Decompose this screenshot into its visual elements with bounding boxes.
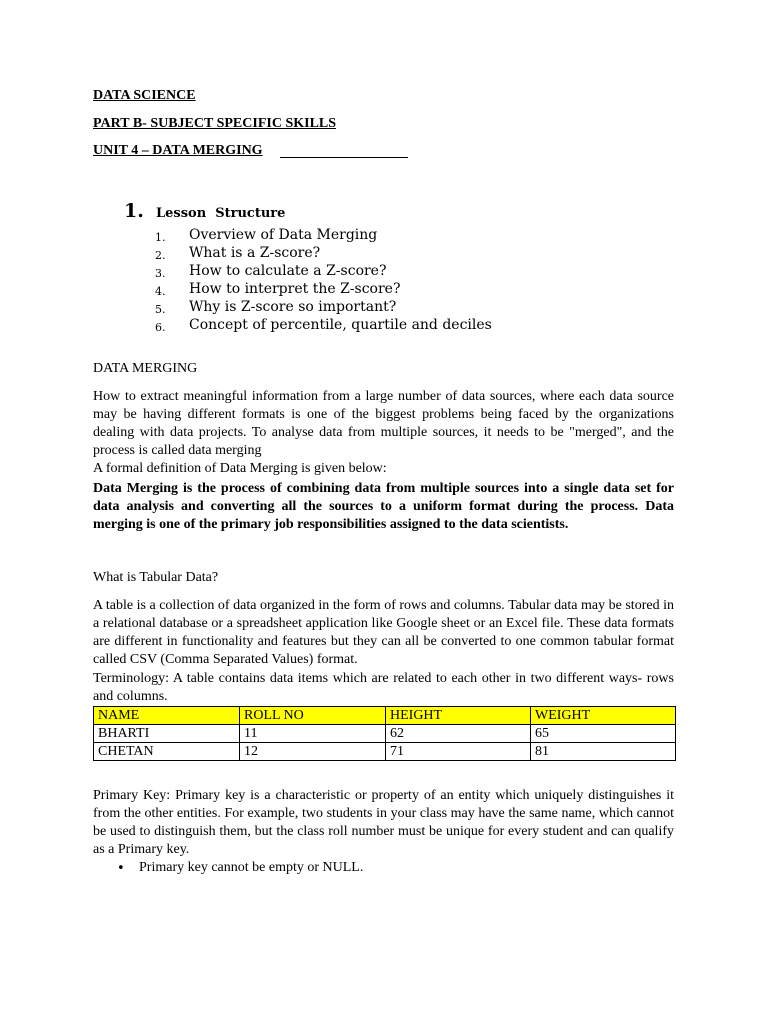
table-cell: BHARTI [94, 725, 240, 743]
formal-definition-intro: A formal definition of Data Merging is given below: [93, 461, 387, 476]
part-heading: PART B- SUBJECT SPECIFIC SKILLS [93, 116, 337, 131]
lesson-structure-title: Lesson Structure [156, 206, 286, 221]
lesson-item-number: 6. [155, 321, 166, 334]
primary-key-paragraph: Primary Key: Primary key is a characteristic or property of an entity which uniquely distinguishes it from the other entities. For example, two students in your class may have the same name, which cannot be used to distinguish them, but the class roll number must be unique for every student and can qualify as a Primary key. [93, 788, 674, 857]
table-row [94, 743, 676, 761]
lesson-item-number: 1. [155, 231, 166, 244]
lesson-structure-number: 1. [124, 200, 144, 222]
lesson-item-number: 4. [155, 285, 166, 298]
table-header-cell: NAME [94, 707, 240, 725]
lesson-item-text: Concept of percentile, quartile and deciles [189, 317, 492, 333]
primary-key-bullet: Primary key cannot be empty or NULL. [139, 860, 364, 875]
lesson-item-text: Why is Z-score so important? [189, 299, 397, 315]
table-header-cell: HEIGHT [386, 707, 531, 725]
data-merging-paragraph: How to extract meaningful information from a large number of data sources, where each data source may be having different formats is one of the biggest problems being faced by the organizations dealing with data projects. To analyse data from multiple sources, it needs to be "merged", and the process is called data merging [93, 389, 674, 458]
unit-heading: UNIT 4 – DATA MERGING [93, 143, 263, 158]
table-cell: 71 [386, 743, 531, 761]
table-cell: 11 [240, 725, 386, 743]
lesson-item-number: 3. [155, 267, 166, 280]
tabular-data-paragraph: A table is a collection of data organized in the form of rows and columns. Tabular data may be stored in a relational database or a spreadsheet application like Google sheet or an Excel file. These data formats are different in functionality and features but they can all be converted to one common tabular format called CSV (Comma Separated Values) format. [93, 598, 674, 667]
student-table [93, 706, 676, 761]
table-row [94, 725, 676, 743]
table-cell: 12 [240, 743, 386, 761]
table-cell: 65 [531, 725, 676, 743]
lesson-item-text: What is a Z-score? [189, 245, 321, 261]
table-cell: 81 [531, 743, 676, 761]
terminology-paragraph: Terminology: A table contains data items which are related to each other in two different ways- rows and columns. [93, 671, 674, 704]
lesson-item-text: Overview of Data Merging [189, 227, 378, 243]
lesson-item-number: 2. [155, 249, 166, 262]
data-merging-heading: DATA MERGING [93, 361, 198, 376]
data-merging-definition: Data Merging is the process of combining data from multiple sources into a single data set for data analysis and converting all the sources to a uniform format during the process. Data merging is one of the primary job responsibilities assigned to the data scientists. [93, 481, 674, 532]
lesson-item-text: How to calculate a Z-score? [189, 263, 387, 279]
table-header-row [94, 707, 676, 725]
lesson-item-text: How to interpret the Z-score? [189, 281, 401, 297]
table-header-cell: WEIGHT [531, 707, 676, 725]
subject-heading: DATA SCIENCE [93, 88, 196, 103]
bullet-point-icon: • [117, 861, 125, 876]
lesson-item-number: 5. [155, 303, 166, 316]
unit-heading-underline [280, 157, 408, 158]
table-cell: 62 [386, 725, 531, 743]
table-cell: CHETAN [94, 743, 240, 761]
tabular-data-heading: What is Tabular Data? [93, 570, 219, 585]
table-header-cell: ROLL NO [240, 707, 386, 725]
